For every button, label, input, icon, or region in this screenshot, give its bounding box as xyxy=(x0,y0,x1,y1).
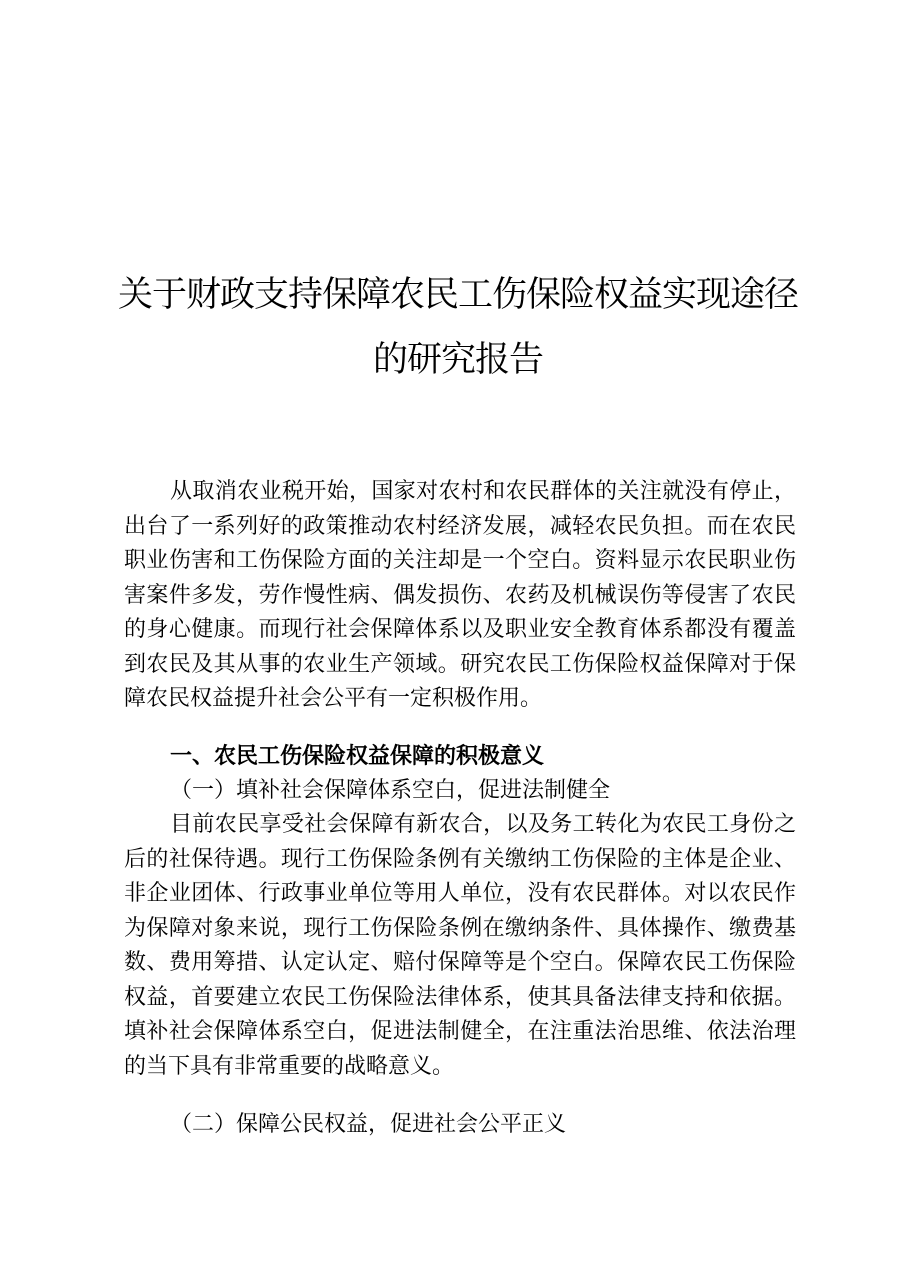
section-heading-1: 一、农民工伤保险权益保障的积极意义 xyxy=(170,744,545,769)
subsection-heading-1: （一）填补社会保障体系空白，促进法制健全 xyxy=(170,778,611,803)
section-1-paragraph: 目前农民享受社会保障有新农合，以及务工转化为农民工身份之后的社保待遇。现行工伤保险条例有关缴纳工伤保险的主体是企业、非企业团体、行政事业单位等用人单位，没有农民群体。对以农民作为保障对象来说，现行工伤保险条例在缴纳条件、具体操作、缴费基数、费用筹措、认定认定、赔付保障等是个空白。保障农民工伤保险权益，首要建立农民工伤保险法律体系，使其具备法律支持和依据。填补社会保障体系空白，促进法制健全，在注重法治思维、依法治理的当下具有非常重要的战略意义。 xyxy=(124,812,796,1079)
intro-paragraph: 从取消农业税开始，国家对农村和农民群体的关注就没有停止，出台了一系列好的政策推动农村经济发展，减轻农民负担。而在农民职业伤害和工伤保险方面的关注却是一个空白。资料显示农民职业伤害案件多发，劳作慢性病、偶发损伤、农药及机械误伤等侵害了农民的身心健康。而现行社会保障体系以及职业安全教育体系都没有覆盖到农民及其从事的农业生产领域。研究农民工伤保险权益保障对于保障农民权益提升社会公平有一定积极作用。 xyxy=(124,479,796,711)
subsection-heading-2: （二）保障公民权益，促进社会公平正义 xyxy=(170,1112,567,1137)
document-title-line-2: 的研究报告 xyxy=(372,340,543,380)
document-title-line-1: 关于财政支持保障农民工伤保险权益实现途径 xyxy=(117,275,798,315)
